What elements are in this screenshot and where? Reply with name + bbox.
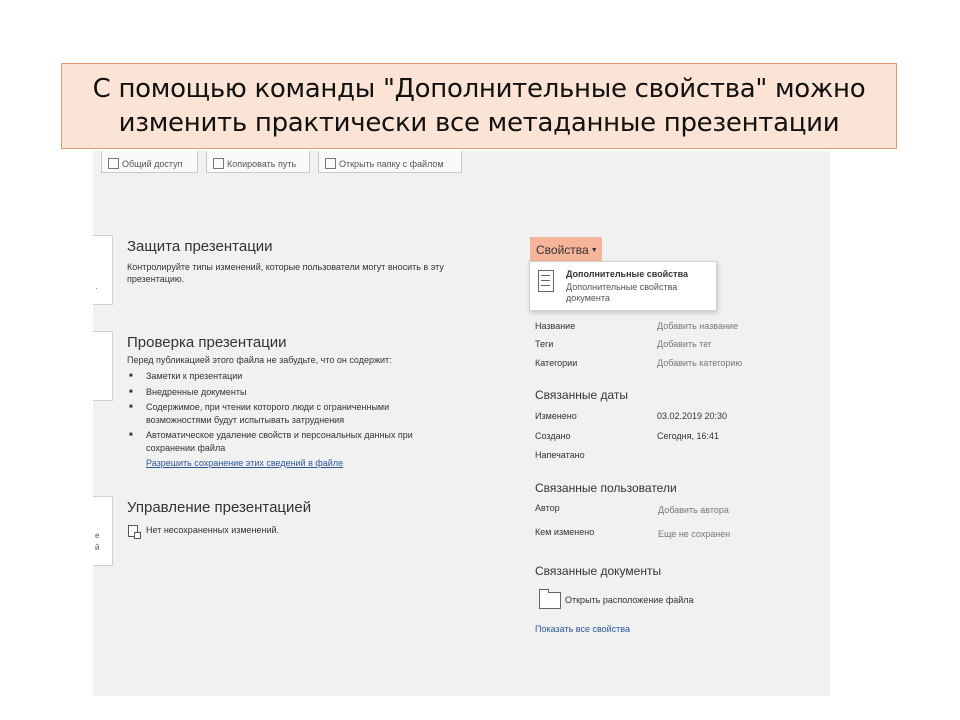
open-file-location-link[interactable]: Открыть расположение файла [565,595,694,605]
properties-list-icon [538,270,554,292]
backstage-info-panel [93,151,830,696]
slide-caption [61,63,897,149]
folder-icon [539,592,561,609]
created-label: Создано [535,431,571,441]
manage-title: Управление презентацией [127,499,312,516]
check-issues-button[interactable] [93,331,113,401]
folder-icon [325,158,336,169]
open-folder-button[interactable] [318,151,462,173]
list-item: ■ Внедренные документы [127,386,437,399]
tags-value[interactable]: Добавить тег [657,339,712,349]
document-icon [128,525,138,537]
open-folder-label: Открыть папку с файлом [339,159,444,169]
modified-value: 03.02.2019 20:30 [657,411,728,421]
list-item: ■ Заметки к презентации [127,370,437,383]
manage-button-tail: е [95,531,100,540]
manage-button-tail-2: й [95,543,100,552]
show-all-properties-link[interactable]: Показать все свойства [535,624,630,634]
properties-button-label: Свойства [536,242,589,257]
protect-desc: Контролируйте типы изменений, которые пользователи могут вносить в эту презентацию. [127,262,444,284]
related-documents-header: Связанные документы [535,564,662,578]
inspect-desc: Перед публикацией этого файла не забудьте, что он содержит: [127,355,392,365]
caption-text: С помощью команды "Дополнительные свойства" можно изменить практически все метаданные презентации [92,74,866,138]
advanced-properties-menu-item[interactable] [529,261,717,311]
protect-presentation-button[interactable] [93,235,113,305]
author-value[interactable]: Добавить автора [658,505,729,515]
list-item: ■ Автоматическое удаление свойств и персональных данных при сохранении файла [127,429,437,454]
categories-label: Категории [535,358,578,368]
manage-presentation-button[interactable] [93,496,113,566]
allow-save-info-link[interactable]: Разрешить сохранение этих сведений в файле [146,458,344,468]
chevron-down-icon: ▼ [590,246,598,254]
advanced-properties-title: Дополнительные свойства [566,269,688,279]
modified-label: Изменено [535,411,577,421]
categories-value[interactable]: Добавить категорию [657,358,743,368]
printed-label: Напечатано [535,450,585,460]
top-toolbar [93,151,830,177]
inspect-list [127,370,437,457]
related-people-header: Связанные пользователи [535,481,677,495]
dropdown-caret-icon: · [95,284,98,293]
share-button[interactable] [101,151,198,173]
author-label: Автор [535,503,560,513]
list-item: ■ Содержимое, при чтении которого люди с ограниченными возможностями будут испытывать затруднения [127,401,437,426]
protect-title: Защита презентации [127,238,273,255]
title-value[interactable]: Добавить название [657,321,738,331]
last-modified-by-value: Еще не сохранен [658,529,731,539]
copy-icon [213,158,224,169]
title-label: Название [535,321,576,331]
share-button-label: Общий доступ [122,159,183,169]
inspect-title: Проверка презентации [127,334,287,351]
related-dates-header: Связанные даты [535,388,628,402]
properties-button[interactable] [530,237,602,262]
manage-desc: Нет несохраненных изменений. [146,525,280,535]
created-value: Сегодня, 16:41 [657,431,720,441]
copy-path-label: Копировать путь [227,159,297,169]
tags-label: Теги [535,339,554,349]
last-modified-by-label: Кем изменено [535,527,595,537]
advanced-properties-desc: Дополнительные свойства документа [566,282,678,303]
copy-path-button[interactable] [206,151,310,173]
share-icon [108,158,119,169]
